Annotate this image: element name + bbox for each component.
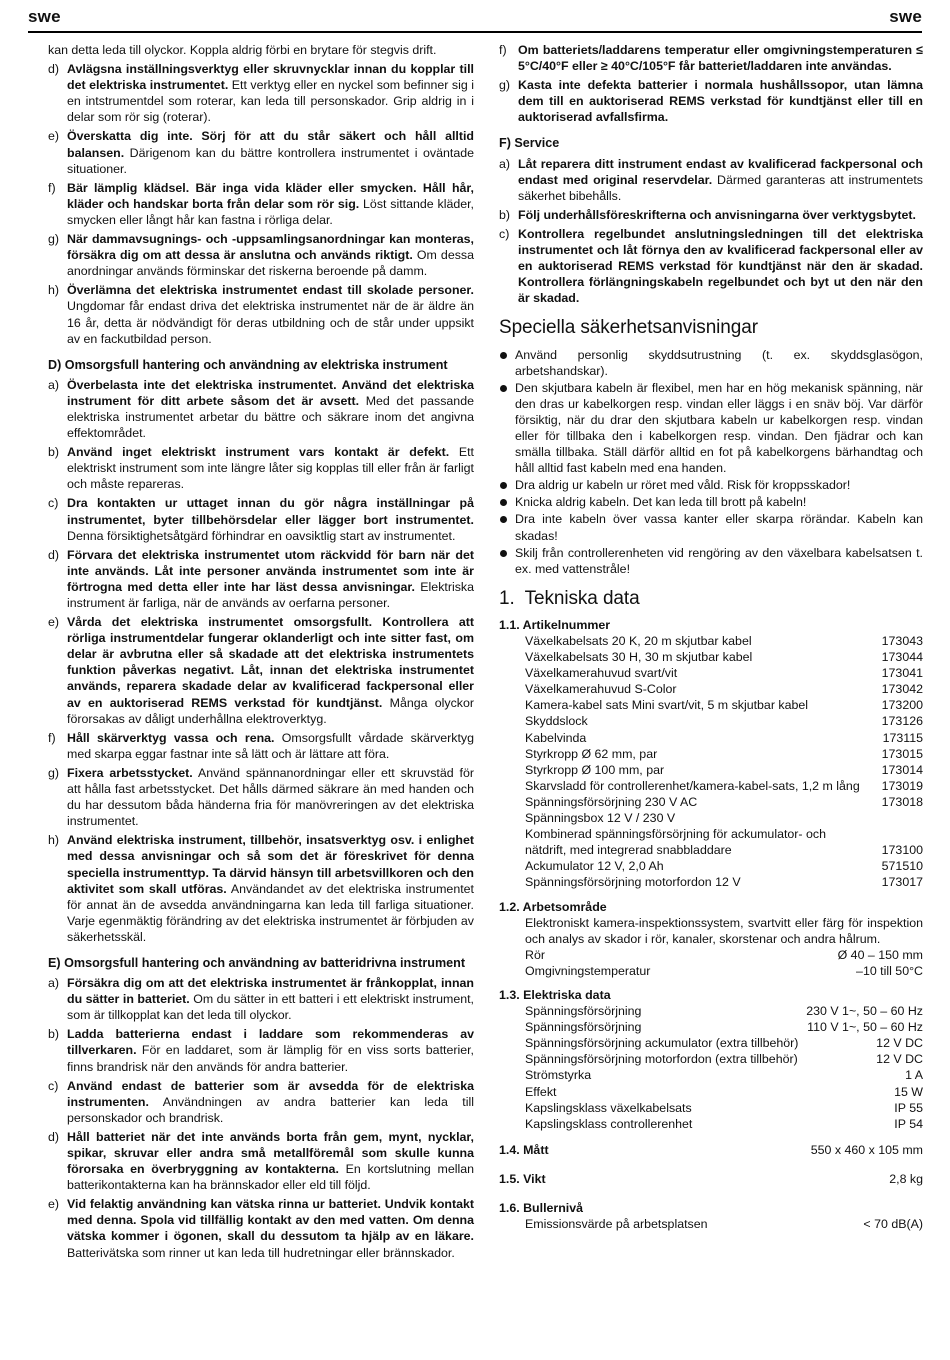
row-label: nätdrift, med integrerad snabbladdare [525,843,732,858]
list-item-letter: a) [499,156,511,171]
row-value: 173200 [881,698,923,713]
tech-data-number: 1. [499,587,515,609]
header-rule [28,31,922,33]
row-label: Spänningsförsörjning ackumulator (extra tillbehör) [525,1036,799,1051]
table-row [499,1035,923,1051]
list-item-letter: b) [48,445,60,460]
table-row [499,1067,923,1083]
bullet-item: Dra inte kabeln över vassa kanter eller skarpa rörändar. Kabeln kan skadas! [499,511,923,543]
row-value: 173043 [881,634,923,648]
row-value: 12 V DC [876,1052,923,1067]
list-item-text: Om dessa anordningar används förminskar det riskerna beroende på damm. [67,248,474,279]
table-row [499,1003,923,1019]
row-label: Ackumulator 12 V, 2,0 Ah [525,859,664,874]
row-label: Växelkamerahuvud S-Color [525,682,677,697]
list-item-bold-text: Dra kontakten ur uttaget innan du gör några inställningar på instrumentet, byter tillbehörsdelar eller lägger bort instrumentet. [67,496,474,527]
list-item-bold-text: Förvara det elektriska instrumentet utom räckvidd för barn när det inte används. Låt inte personer använda instrumentet som inte är förtrogna med detta eller inte har läst dessa anvisningar. [67,547,474,594]
row-label: Kapslingsklass växelkabelsats [525,1100,692,1115]
list-item-bold-text: Överlämna det elektriska instrumentet endast till skolade personer. [67,283,474,298]
list-item-bold-text: Bär lämplig klädsel. Bär inga vida kläder eller smycken. Håll hår, kläder och handskar borta från delar som rör sig. [67,180,474,211]
row-label: Växelkamerahuvud svart/vit [525,666,678,681]
bullet-item: Skilj från controllerenheten vid rengöring av den växelbara kabelsatsen t. ex. med vattenstråle! [499,545,923,577]
table-row [499,778,923,794]
row-label: Kapslingsklass controllerenhet [525,1116,693,1131]
list-item-bold-text: Använd endast de batterier som är avsedda för de elektriska instrumenten. [67,1078,474,1109]
table-row [499,681,923,697]
list-item [48,128,474,176]
row-label: Styrkropp Ø 100 mm, par [525,762,665,777]
list-item-bold-text: Om batteriets/laddarens temperatur eller omgivningstemperaturen ≤ 5°C/40°F eller ≥ 40°C/105°F får batteriet/laddaren inte användas. [518,43,923,74]
weight-value: 2,8 kg [889,1171,923,1186]
noise-heading: 1.6. Bullernivå [499,1201,584,1215]
list-item-bold-text: Överskatta dig inte. Sörj för att du står säkert och håll alltid balansen. [67,129,474,160]
list-item [48,730,474,762]
table-row [499,874,923,890]
row-label: Rör [525,947,545,962]
list-item-text: En kortslutning mellan batterikontakterna kan ha brännskador eller eld till följd. [67,1162,474,1193]
electrical-data-table [499,1003,923,1132]
list-item [48,61,474,125]
bullet-item: Använd personlig skyddsutrustning (t. ex. skyddsglasögon, arbetshandskar). [499,347,923,379]
list-item-bold-text: Kasta inte defekta batterier i normala hushållssopor, utan lämna dem till en auktoriserad REMS verkstad för kundtjänst eller till en auktoriserad avfallsfirma. [518,78,923,125]
special-safety-heading: Speciella säkerhetsanvisningar [499,317,758,339]
list-item-letter: c) [48,496,59,511]
list-item [499,42,923,74]
list-item-bold-text: Fixera arbetsstycket. [67,765,193,780]
list-item-text: Löst sittande kläder, smycken eller långt hår kan fastna i rörliga delar. [67,196,474,227]
list-item-bold-text: Överbelasta inte det elektriska instrumentet. Använd det elektriska instrument för ditt arbete såsom det är avsett. [67,377,474,408]
list-item [48,975,474,1023]
table-row [499,963,923,979]
row-value: 173014 [881,762,923,777]
table-row [499,633,923,649]
list-item-bold-text: Håll skärverktyg vassa och rena. [67,730,275,745]
row-label: Spänningsförsörjning motorfordon (extra tillbehör) [525,1052,798,1067]
list-item-text: Batterivätska som rinner ut kan leda till hudretningar eller brännskador. [67,1245,455,1260]
list-item-text: Därigenom kan du bättre kontrollera instrumentet i oväntade situationer. [67,145,474,176]
table-row [499,746,923,762]
table-row [499,947,923,963]
list-item-bold-text: Ladda batterierna endast i laddare som rekommenderas av tillverkaren. [67,1027,474,1058]
row-label: Växelkabelsats 20 K, 20 m skjutbar kabel [525,634,752,648]
list-item [499,207,923,223]
list-item-letter: h) [48,833,60,848]
noise-label: Emissionsvärde på arbetsplatsen [525,1217,708,1232]
list-item-letter: c) [499,226,510,241]
row-value: 571510 [881,859,923,874]
list-item-bold-text: Avlägsna inställningsverktyg eller skruvnycklar innan du kopplar till det elektriska instrumentet. [67,62,474,93]
dimensions-label: 1.4. Mått [499,1142,549,1157]
list-item-text: Om du sätter in ett batteri i ett elektriskt instrument, som är tillkopplat kan det leda till olyckor. [67,992,474,1023]
list-item [48,444,474,492]
row-value: 230 V 1~, 50 – 60 Hz [806,1004,923,1019]
list-item [48,614,474,727]
row-value: 173017 [881,875,923,890]
list-item [48,180,474,228]
list-item-bold-text: Använd inget elektriskt instrument vars kontakt är defekt. [67,445,450,460]
section-d-heading: D) Omsorgsfull hantering och användning av elektriska instrument [48,357,448,372]
list-item-letter: d) [48,547,60,562]
bullet-item: Knicka aldrig kabeln. Det kan leda till brott på kabeln! [499,494,923,510]
list-item-bold-text: Låt reparera ditt instrument endast av kvalificerad fackpersonal och endast med original reservdelar. [518,156,923,187]
row-label: Omgivningstemperatur [525,963,651,978]
tech-data-title: Tekniska data [524,587,640,609]
list-item-text: Denna försiktighetsåtgärd förhindrar en oavsiktlig start av instrumentet. [67,528,456,543]
list-item-text: Ett verktyg eller en nyckel som befinner sig i en intstrumentdel som roterar, kan leda till personskador. Grip aldrig in i delar som rör sig (roterar). [67,78,474,125]
list-item-text: Ett elektriskt instrument som inte längre låter sig kopplas till eller från är farligt och måste repareras. [67,445,474,492]
list-item [48,1026,474,1074]
list-item-bold-text: Vårda det elektriska instrumentet omsorgsfullt. Kontrollera att rörliga instrumentdelar fungerar oklanderligt och inte sitter fast, om delar är avbrutna eller så skadade att det elektriska instrumentets funktion påverkas negativt. Låt, innan det elektriska instrumentet används, reparera skadade delar av kvalificerad fackpersonal eller av en auktoriserad REMS verkstad för kundtjänst. [67,615,474,710]
right-column [499,42,923,1232]
work-area-table [499,947,923,979]
list-item-text: Många olyckor förorsakas av dåligt underhållna elektroverktyg. [67,695,474,726]
row-label: Spänningsförsörjning [525,1004,642,1019]
list-item [499,156,923,204]
table-row [499,826,923,842]
dimensions-value: 550 x 460 x 105 mm [810,1142,923,1157]
list-item-bold-text: När dammavsugnings- och -uppsamlingsanordningar kan monteras, försäkra dig om att dessa är anslutna och används riktigt. [67,232,474,263]
row-value: 15 W [894,1084,923,1099]
list-item-bold-text: Håll batteriet när det inte används borta från gem, mynt, nycklar, spikar, skruvar eller andra små metallföremål som skulle kunna förorsaka en överbryggning av kontakterna. [67,1129,474,1177]
list-section-e [48,975,474,1261]
noise-row [499,1216,923,1232]
list-item [48,1196,474,1260]
row-label: Spänningsbox 12 V / 230 V [525,811,676,826]
row-value: 173042 [881,682,923,697]
intro-text: kan detta leda till olyckor. Koppla aldrig förbi en brytare för stegvis drift. [48,43,437,57]
row-label: Skyddslock [525,714,588,729]
list-item-text: Omsorgsfullt vårdade skärverktyg med skarpa eggar fastnar inte så lätt och är lättare att föra. [67,730,475,761]
row-value: 173126 [881,714,923,729]
article-numbers-heading: 1.1. Artikelnummer [499,617,611,632]
row-value: Ø 40 – 150 mm [837,947,923,962]
list-item-bold-text: Följ underhållsföreskrifterna och anvisningarna över verktygsbytet. [518,207,916,222]
list-item-letter: e) [48,1197,60,1212]
weight-label: 1.5. Vikt [499,1171,546,1186]
list-item-bold-text: Vid felaktig användning kan vätska rinna ur batteriet. Undvik kontakt med denna. Spola vid tillfällig kontakt av den med vatten. Om denna vätska kommer i ögonen, skall du dessutom ta hjälp av en läkare. [67,1197,474,1244]
list-item-bold-text: Försäkra dig om att det elektriska instrumentet är frånkopplat, innan du sätter in batteriet. [67,976,474,1007]
list-item-letter: b) [499,207,511,222]
list-item-letter: d) [48,1129,60,1144]
list-item-letter: h) [48,283,60,298]
work-area-description: Elektroniskt kamera-inspektionssystem, svartvitt eller färg för inspektion och analys av skador i rör, kanaler, skorstenar och andra hålrum. [525,915,923,946]
list-item [499,77,923,125]
list-item-letter: g) [499,78,511,93]
list-general [48,61,474,347]
list-item-text: Därmed garanteras att instrumentets säkerhet bibehålls. [518,172,923,203]
list-item [48,765,474,829]
list-item [48,231,474,279]
row-label: Effekt [525,1084,557,1099]
list-item-letter: e) [48,129,60,144]
row-value: IP 55 [894,1100,923,1115]
list-item-letter: a) [48,976,60,991]
row-value: 173115 [882,730,923,745]
table-row [499,1084,923,1100]
page-language-left: swe [28,7,61,26]
electrical-data-heading: 1.3. Elektriska data [499,987,611,1002]
row-label: Spänningsförsörjning [525,1020,642,1035]
row-value: 173019 [881,778,923,793]
table-row [499,1051,923,1067]
table-row [499,649,923,665]
weight-row [499,1171,923,1187]
bullet-item: Dra aldrig ur kabeln ur röret med våld. Risk för kroppsskador! [499,477,923,493]
list-item-text: Använd spännanordningar eller ett skruvstäd för att hålla fast arbetsstycket. Det hålls därmed säkrare än med handen och du har dessutom båda händerna fria för manövreringen av det elektriska instrumentet. [67,765,475,829]
row-label: Styrkropp Ø 62 mm, par [525,746,658,761]
list-section-e-continued [499,42,923,125]
table-row [499,1100,923,1116]
row-label: Kabelvinda [525,730,587,745]
row-value: 173044 [881,650,923,665]
list-item [48,282,474,346]
list-item [48,832,474,945]
list-item-letter: d) [48,62,60,77]
list-item-text: Användandet av det elektriska instrumentet för annat än de avsedda användningarna kan leda till farliga situationer. Varje egenmäktig förändring av det elektriska instrumentet är förbjuden av säkerhetsskäl. [67,881,474,944]
row-label: Växelkabelsats 30 H, 30 m skjutbar kabel [525,650,753,665]
row-label: Strömstyrka [525,1068,592,1083]
list-item-letter: b) [48,1027,60,1042]
list-item-text: Elektriska instrument är farliga, när de används av oerfarna personer. [67,579,474,610]
list-item-letter: g) [48,765,60,780]
table-row [499,858,923,874]
list-item [48,1129,474,1193]
list-item-letter: f) [48,180,56,195]
list-item-letter: a) [48,377,60,392]
list-item-letter: f) [48,730,56,745]
row-value: 173015 [881,746,923,761]
special-safety-list [499,347,923,577]
list-item-bold-text: Använd elektriska instrument, tillbehör, insatsverktyg osv. i enlighet med dessa anvisningar och så som det är föreskrivet för denna speciella instrumenttyp. Ta därvid hänsyn till arbetsvillkoren och den aktivitet som skall utföras. [67,833,474,896]
list-item-letter: e) [48,615,60,630]
list-section-f [499,156,923,307]
section-e-heading: E) Omsorgsfull hantering och användning av batteridrivna instrument [48,955,466,970]
table-row [499,1116,923,1132]
work-area-heading: 1.2. Arbetsområde [499,899,607,914]
noise-value: < 70 dB(A) [863,1217,923,1232]
table-row [499,810,923,826]
page-language-right: swe [889,7,922,26]
list-item [48,547,474,611]
list-item-bold-text: Kontrollera regelbundet anslutningsledningen till det elektriska instrumentet och låt förnya den av kvalificerad fackpersonal eller av en auktoriserad REMS verkstad för kundtjänst när den är skadad. Kontrollera förlängningskabeln regelbundet och byt ut den när den är skadad. [518,226,923,306]
list-item [48,377,474,441]
list-item-text: Med det passande elektriska instrumentet arbetar du bättre och säkrare inom det angivna effektområdet. [67,393,474,441]
dimensions-row [499,1142,923,1158]
list-item-text: Ungdomar får endast driva det elektriska instrumentet när de är äldre än 16 år, detta är nödvändigt för deras utbildning och de står under uppsikt av en fackutbildad person. [67,299,474,346]
row-label: Kombinerad spänningsförsörjning för ackumulator- och [525,827,826,842]
left-column [48,42,474,1264]
row-value: 173100 [881,843,923,858]
row-label: Kamera-kabel sats Mini svart/vit, 5 m skjutbar kabel [525,698,809,713]
list-item [499,226,923,306]
table-row [499,1019,923,1035]
table-row [499,794,923,810]
bullet-item: Den skjutbara kabeln är flexibel, men har en hög mekanisk spänning, när den dras ur kabelkorgen resp. vindan eller läggs i en snäv böj. Var därför försiktig, när du drar den skjutbara kabeln ur kabelkorgen resp. vindan eller för tillbaka den i kabelkorgen resp. vindan. Den fjädrar och kan smälla tillbaka. Ställ därför alltid en fot på kabelkorgens bärhandtag och håll alltid fast kabeln med ena handen. [499,380,923,477]
row-value: 1 A [905,1068,923,1083]
tech-data-heading [499,587,923,609]
row-label: Spänningsförsörjning motorfordon 12 V [525,875,741,890]
row-value: 110 V 1~, 50 – 60 Hz [807,1020,923,1035]
row-value: IP 54 [894,1116,923,1131]
list-item [48,495,474,543]
list-item [48,1078,474,1126]
list-item-letter: f) [499,43,507,57]
table-row [499,730,923,746]
list-item-text: För en laddaret, som är lämplig för en viss sorts batterier, finns brandrisk när den används för andra batterier. [67,1043,474,1074]
table-row [499,665,923,681]
list-item-text: Användningen av andra batterier kan leda till personskador och brandrisk. [67,1094,474,1125]
row-value: 173018 [881,794,923,809]
table-row [499,697,923,713]
row-value: 173041 [881,666,923,681]
table-row [499,842,923,858]
article-numbers-table [499,633,923,891]
row-value: 12 V DC [876,1036,923,1051]
row-label: Skarvsladd för controllerenhet/kamera-kabel-sats, 1,2 m lång [525,778,860,793]
list-section-d [48,377,474,945]
row-value: –10 till 50°C [856,963,923,978]
row-label: Spänningsförsörjning 230 V AC [525,794,698,809]
table-row [499,713,923,729]
list-item-letter: g) [48,232,60,247]
section-f-heading: F) Service [499,136,560,151]
table-row [499,762,923,778]
list-item-letter: c) [48,1078,59,1093]
